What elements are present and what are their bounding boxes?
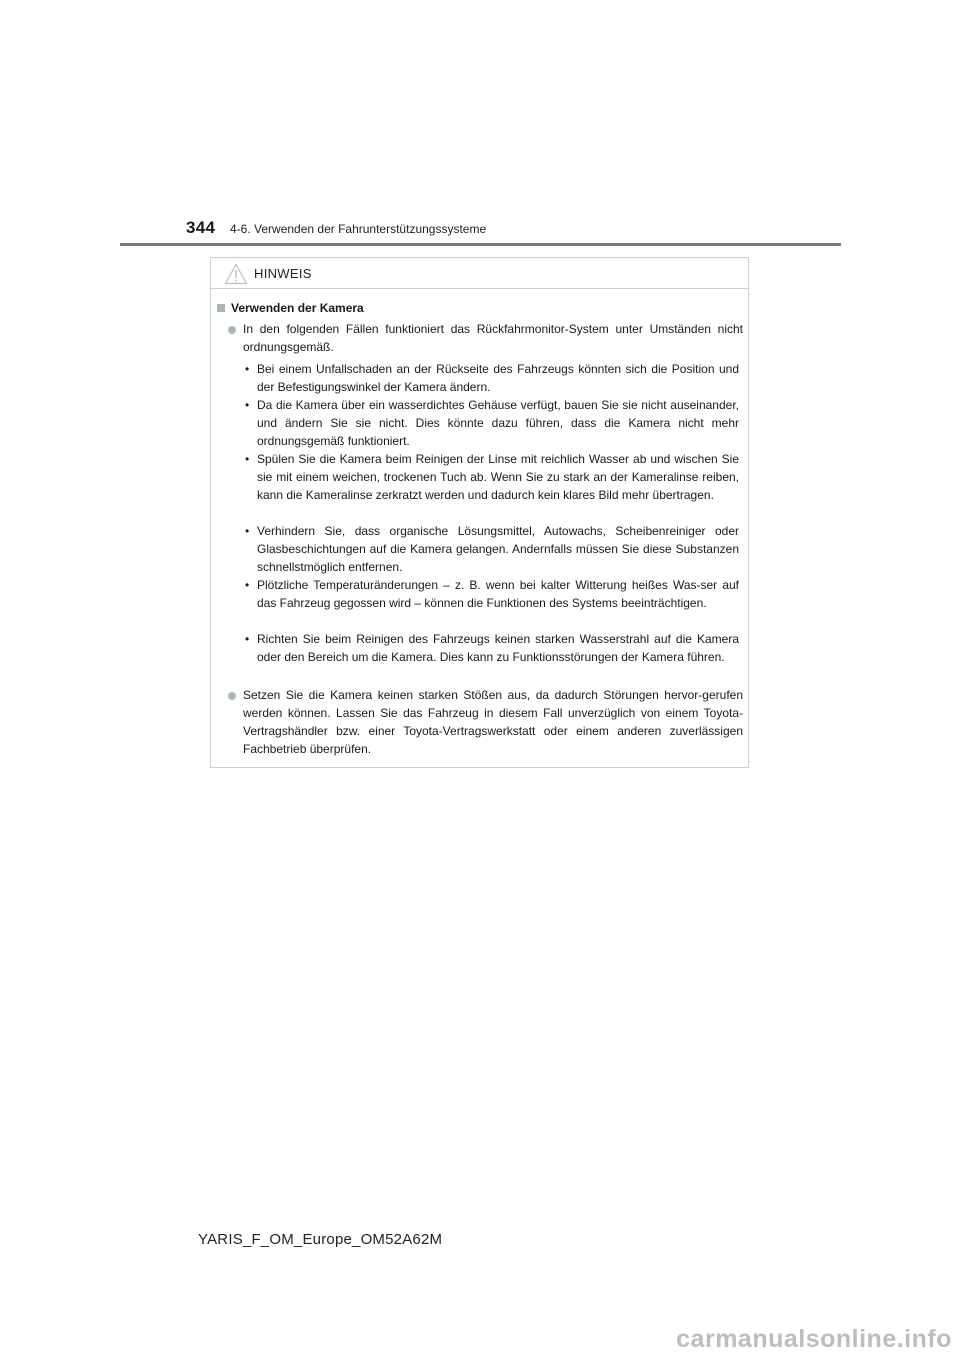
bullet-mark: •	[245, 362, 250, 376]
warning-triangle-icon	[224, 263, 248, 285]
notice-title: HINWEIS	[254, 266, 312, 281]
page-number: 344	[186, 218, 216, 237]
bullet-mark: •	[245, 578, 250, 592]
bullet-item: Verhindern Sie, dass organische Lösungsmittel, Autowachs, Scheibenreiniger oder Glasbeschichtungen auf die Kamera gelangen. Andernfalls müssen Sie diese Substanzen schnellstmöglich entfernen.	[257, 524, 739, 574]
header-divider	[120, 243, 841, 246]
bullet-mark: •	[245, 524, 250, 538]
bullet-item: Spülen Sie die Kamera beim Reinigen der Linse mit reichlich Wasser ab und wischen Sie sie mit einem weichen, trockenen Tuch ab. Wenn Sie zu stark an der Kameralinse reiben, kann die Kameralinse zerkratzt werden und dadurch kein klares Bild mehr übertragen.	[257, 452, 739, 502]
topic-heading	[217, 301, 364, 315]
square-bullet-icon	[217, 304, 225, 312]
document-code: YARIS_F_OM_Europe_OM52A62M	[198, 1231, 443, 1248]
notice-point: In den folgenden Fällen funktioniert das Rückfahrmonitor-System unter Umständen nicht ordnungsgemäß.	[243, 322, 743, 354]
section-title: 4-6. Verwenden der Fahrunterstützungssysteme	[230, 222, 487, 236]
notice-header	[211, 258, 748, 289]
topic-label: Verwenden der Kamera	[231, 301, 364, 315]
circle-bullet-icon	[228, 326, 236, 334]
bullet-mark: •	[245, 452, 250, 466]
bullet-mark: •	[245, 398, 250, 412]
circle-bullet-icon	[228, 692, 236, 700]
notice-point: Setzen Sie die Kamera keinen starken Stößen aus, da dadurch Störungen hervor-gerufen werden können. Lassen Sie das Fahrzeug in diesem Fall unverzüglich von einem Toyota-Vertragshändler bzw. einer Toyota-Vertragswerkstatt oder einem anderen zuverlässigen Fachbetrieb überprüfen.	[243, 688, 743, 756]
bullet-item: Richten Sie beim Reinigen des Fahrzeugs keinen starken Wasserstrahl auf die Kamera oder den Bereich um die Kamera. Dies kann zu Funktionsstörungen der Kamera führen.	[257, 632, 739, 664]
bullet-item: Plötzliche Temperaturänderungen – z. B. wenn bei kalter Witterung heißes Was-ser auf das Fahrzeug gegossen wird – können die Funktionen des Systems beeinträchtigen.	[257, 578, 739, 610]
watermark: carmanualsonline.info	[676, 1325, 952, 1353]
notice-box	[210, 257, 749, 768]
bullet-mark: •	[245, 632, 250, 646]
bullet-item: Da die Kamera über ein wasserdichtes Gehäuse verfügt, bauen Sie sie nicht auseinander, und ändern Sie sie nicht. Dies könnte dazu führen, dass die Kamera nicht mehr ordnungsgemäß funktioniert.	[257, 398, 739, 448]
bullet-item: Bei einem Unfallschaden an der Rückseite des Fahrzeugs könnten sich die Position und der Befestigungswinkel der Kamera ändern.	[257, 362, 739, 394]
